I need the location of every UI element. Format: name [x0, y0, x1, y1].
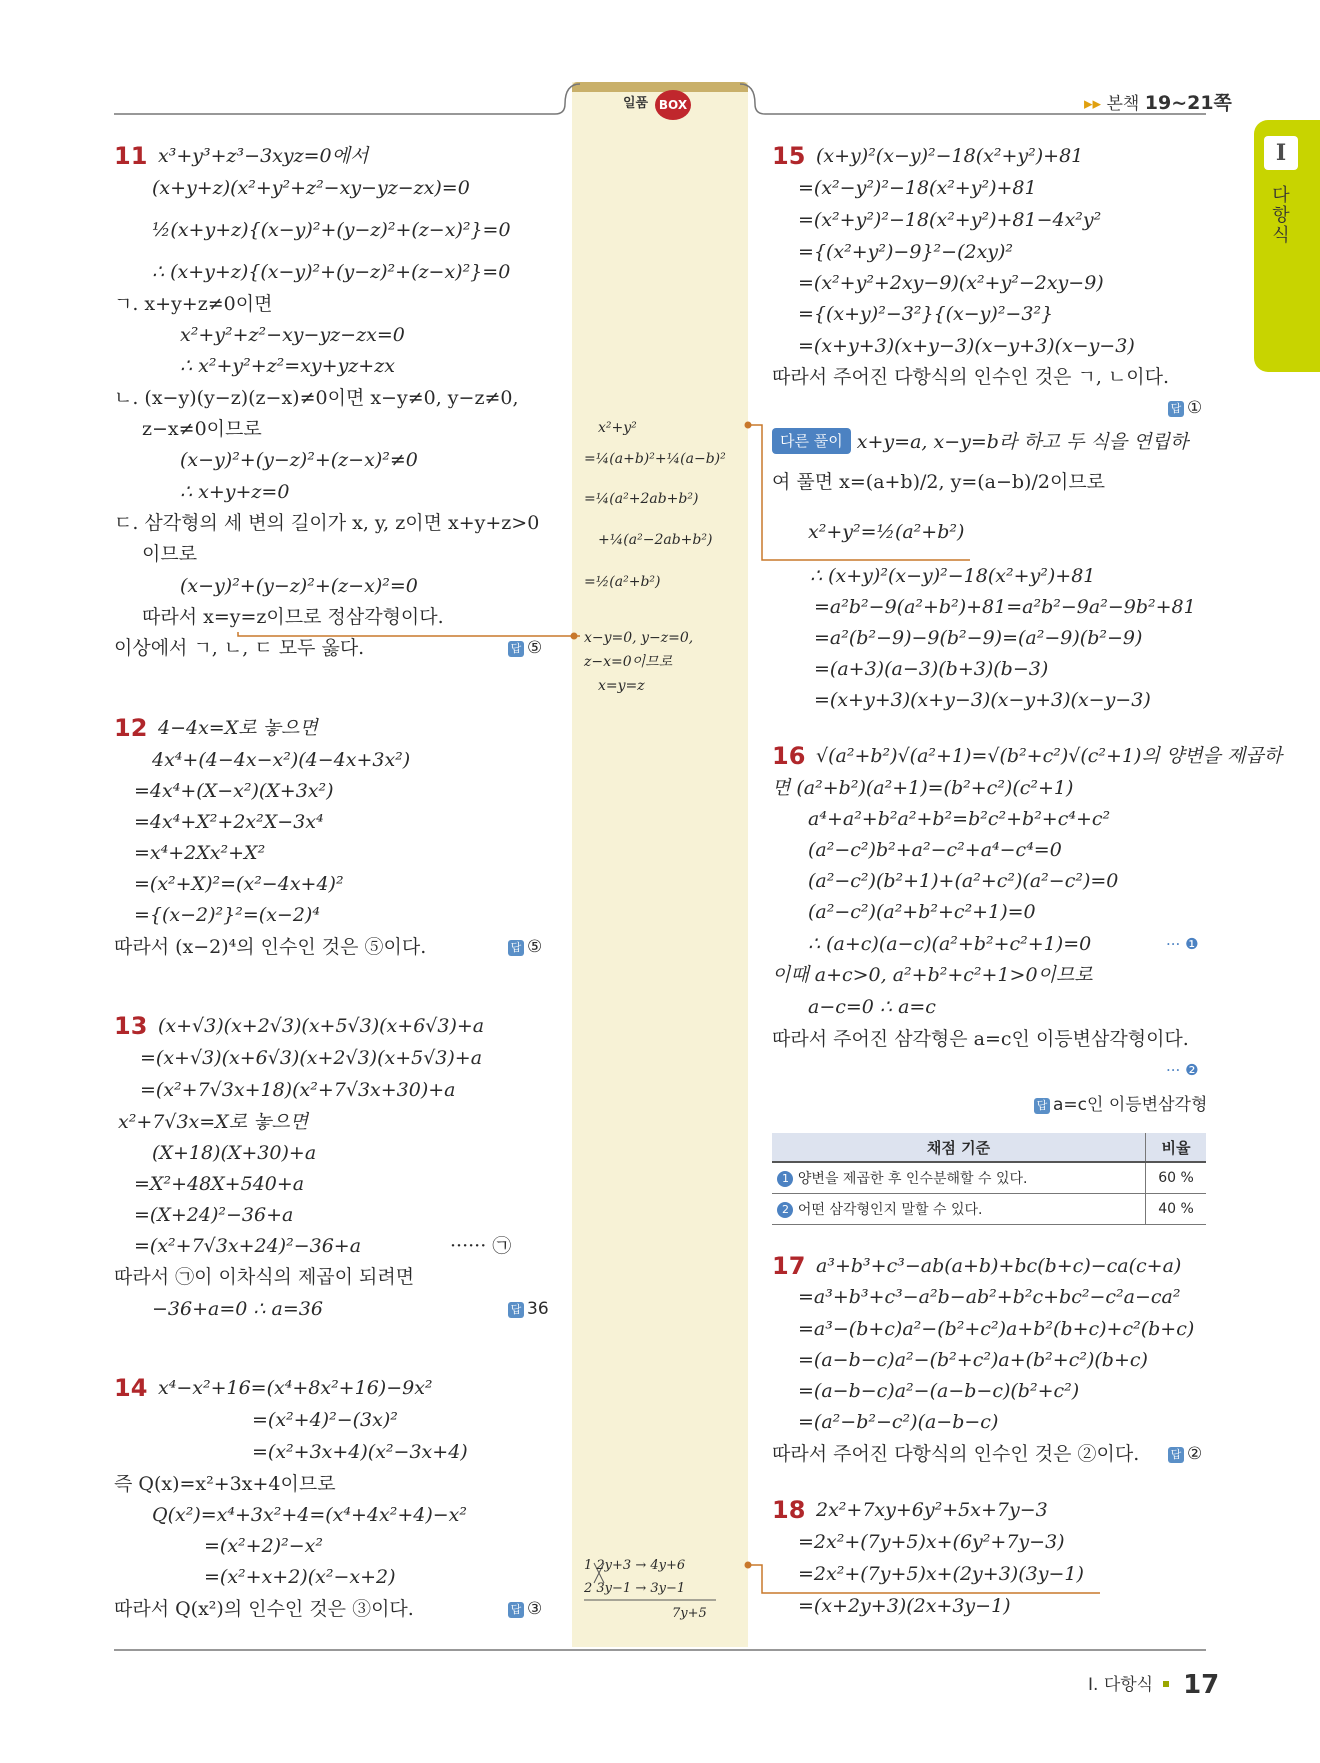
- p14-line: 즉 Q(x)=x²+3x+4이므로: [114, 1473, 336, 1495]
- p13-line: =(x+√3)(x+6√3)(x+2√3)(x+5√3)+a: [140, 1047, 483, 1069]
- p11-line: ∴ x²+y²+z²=xy+yz+zx: [180, 355, 395, 377]
- p11-line: (x−y)²+(y−z)²+(z−x)²≠0: [180, 449, 418, 471]
- p15-alt-line: 여 풀면 x=(a+b)/2, y=(a−b)/2이므로: [772, 471, 1106, 493]
- footer-square-icon: [1163, 1681, 1169, 1687]
- p13-line: (x+√3)(x+2√3)(x+5√3)(x+6√3)+a: [158, 1015, 485, 1037]
- p13-line: =(x²+7√3x+24)²−36+a: [134, 1235, 362, 1257]
- p15-alt-line: =(a+3)(a−3)(b+3)(b−3): [814, 658, 1049, 680]
- p15-line: (x+y)²(x−y)²−18(x²+y²)+81: [816, 145, 1084, 167]
- mid-note-line: 7y+5: [672, 1606, 707, 1621]
- p17-line: a³+b³+c³−ab(a+b)+bc(b+c)−ca(c+a): [816, 1255, 1182, 1277]
- p11-line: 이므로: [142, 543, 198, 565]
- answer-tag-icon: 답: [508, 1602, 524, 1618]
- p12-line: =(x²+X)²=(x²−4x+4)²: [134, 873, 344, 895]
- grading-table: [772, 1133, 1206, 1225]
- p13-answer: 답 36: [508, 1299, 549, 1319]
- p15-line: 따라서 주어진 다항식의 인수인 것은 ㄱ, ㄴ이다.: [772, 366, 1170, 388]
- grading-ratio: 60 %: [1146, 1162, 1207, 1194]
- p17-answer: 답 ②: [1168, 1444, 1202, 1464]
- p11-line: ½(x+y+z){(x−y)²+(y−z)²+(z−x)²}=0: [152, 219, 511, 241]
- box-label: 일품: [623, 96, 649, 111]
- problem-number-17: 17: [772, 1252, 806, 1280]
- grading-criteria: 1 양변을 제곱한 후 인수분해할 수 있다.: [772, 1162, 1146, 1194]
- answer-tag-icon: 답: [1168, 401, 1184, 417]
- p16-line: 따라서 주어진 삼각형은 a=c인 이등변삼각형이다.: [772, 1028, 1189, 1050]
- p16-line: a−c=0 ∴ a=c: [808, 996, 936, 1018]
- p11-line: (x−y)²+(y−z)²+(z−x)²=0: [180, 575, 418, 597]
- grading-header-criteria: 채점 기준: [772, 1133, 1146, 1162]
- mid-note-line: +¼(a²−2ab+b²): [598, 532, 713, 548]
- p18-line: =2x²+(7y+5)x+(6y²+7y−3): [798, 1531, 1065, 1553]
- p16-step1: ··· ❶: [1166, 935, 1199, 953]
- answer-tag-icon: 답: [1034, 1098, 1050, 1114]
- p16-step2: ··· ❷: [1166, 1061, 1199, 1079]
- p14-line: 따라서 Q(x²)의 인수인 것은 ③이다.: [114, 1598, 414, 1620]
- p15-line: ={(x+y)²−3²}{(x−y)²−3²}: [798, 303, 1054, 325]
- grading-criteria: 2 어떤 삼각형인지 말할 수 있다.: [772, 1194, 1146, 1225]
- p15-alt-line: =(x+y+3)(x+y−3)(x−y+3)(x−y−3): [814, 689, 1151, 711]
- page-footer: [1088, 1670, 1219, 1700]
- p15-alt-line: =a²b²−9(a²+b²)+81=a²b²−9a²−9b²+81: [814, 596, 1196, 618]
- page-reference: ▸▸ 본책 19~21쪽: [1084, 92, 1232, 114]
- answer-tag-icon: 답: [508, 641, 524, 657]
- p11-line: ㄱ. x+y+z≠0이면: [114, 293, 273, 315]
- p16-line: √(a²+b²)√(a²+1)=√(b²+c²)√(c²+1)의 양변을 제곱하: [816, 745, 1283, 767]
- problem-number-16: 16: [772, 742, 806, 770]
- p15-line: =(x²+y²+2xy−9)(x²+y²−2xy−9): [798, 272, 1104, 294]
- p11-answer: 답 ⑤: [508, 638, 542, 658]
- page-number: 17: [1183, 1670, 1220, 1700]
- p13-line: (X+18)(X+30)+a: [152, 1142, 317, 1164]
- p14-line: x⁴−x²+16=(x⁴+8x²+16)−9x²: [158, 1377, 433, 1399]
- p16-line: (a²−c²)b²+a²−c²+a⁴−c⁴=0: [808, 839, 1062, 861]
- p13-line: =X²+48X+540+a: [134, 1173, 305, 1195]
- p11-line: 이상에서 ㄱ, ㄴ, ㄷ 모두 옳다.: [114, 637, 365, 659]
- p16-line: (a²−c²)(a²+b²+c²+1)=0: [808, 901, 1036, 923]
- p17-line: =(a²−b²−c²)(a−b−c): [798, 1411, 999, 1433]
- p12-line: 따라서 (x−2)⁴의 인수인 것은 ⑤이다.: [114, 936, 427, 958]
- p12-line: 4x⁴+(4−4x−x²)(4−4x+3x²): [152, 749, 411, 771]
- mid-note-line: x²+y²: [598, 420, 637, 436]
- mid-note-line: 1 2y+3 → 4y+6: [584, 1558, 686, 1573]
- p15-line: =(x²−y²)²−18(x²+y²)+81: [798, 177, 1037, 199]
- p14-line: Q(x²)=x⁴+3x²+4=(x⁴+4x²+4)−x²: [152, 1504, 468, 1526]
- p14-line: =(x²+4)²−(3x)²: [252, 1409, 398, 1431]
- p18-line: 2x²+7xy+6y²+5x+7y−3: [816, 1499, 1048, 1521]
- p14-line: =(x²+3x+4)(x²−3x+4): [252, 1441, 468, 1463]
- p17-line: =a³−(b+c)a²−(b²+c²)a+b²(b+c)+c²(b+c): [798, 1318, 1195, 1340]
- grading-header-ratio: 비율: [1146, 1133, 1207, 1162]
- p11-line: x³+y³+z³−3xyz=0에서: [158, 145, 369, 167]
- problem-number-11: 11: [114, 142, 148, 170]
- p18-line: =2x²+(7y+5)x+(2y+3)(3y−1): [798, 1563, 1084, 1585]
- p11-line: x²+y²+z²−xy−yz−zx=0: [180, 324, 405, 346]
- p16-line: ∴ (a+c)(a−c)(a²+b²+c²+1)=0: [808, 933, 1092, 955]
- mid-note-line: 2 3y−1 → 3y−1: [584, 1581, 686, 1596]
- p17-line: =a³+b³+c³−a²b−ab²+b²c+bc²−c²a−ca²: [798, 1286, 1181, 1308]
- p17-line: 따라서 주어진 다항식의 인수인 것은 ②이다.: [772, 1443, 1140, 1465]
- answer-tag-icon: 답: [508, 1302, 524, 1318]
- p13-line: −36+a=0 ∴ a=36: [152, 1298, 323, 1320]
- p12-line: =x⁴+2Xx²+X²: [134, 842, 266, 864]
- p18-line: =(x+2y+3)(2x+3y−1): [798, 1595, 1011, 1617]
- p15-alt-line: =a²(b²−9)−9(b²−9)=(a²−9)(b²−9): [814, 627, 1143, 649]
- mid-note-line: =½(a²+b²): [584, 574, 661, 590]
- mid-note-line: x=y=z: [598, 678, 645, 694]
- p15-answer: 답 ①: [1168, 398, 1202, 418]
- p11-line: ㄷ. 삼각형의 세 변의 길이가 x, y, z이면 x+y+z>0: [114, 512, 540, 534]
- p12-line: 4−4x=X로 놓으면: [158, 717, 318, 739]
- grading-ratio: 40 %: [1146, 1194, 1207, 1225]
- p11-line: 따라서 x=y=z이므로 정삼각형이다.: [142, 606, 444, 628]
- p15-line: =(x²+y²)²−18(x²+y²)+81−4x²y²: [798, 209, 1102, 231]
- p13-line: x²+7√3x=X로 놓으면: [118, 1111, 309, 1133]
- p15-alt-first: 다른 풀이 x+y=a, x−y=b라 하고 두 식을 연립하: [772, 428, 1188, 454]
- alt-solution-badge: 다른 풀이: [772, 428, 851, 454]
- footer-section: I. 다항식: [1088, 1675, 1154, 1695]
- p11-line: (x+y+z)(x²+y²+z²−xy−yz−zx)=0: [152, 177, 470, 199]
- p16-line: a⁴+a²+b²a²+b²=b²c²+b²+c⁴+c²: [808, 808, 1111, 830]
- p11-line: ㄴ. (x−y)(y−z)(z−x)≠0이면 x−y≠0, y−z≠0,: [114, 387, 519, 409]
- p15-line: =(x+y+3)(x+y−3)(x−y+3)(x−y−3): [798, 335, 1135, 357]
- mid-note-line: =¼(a+b)²+¼(a−b)²: [584, 451, 726, 467]
- p16-line: 면 (a²+b²)(a²+1)=(b²+c²)(c²+1): [772, 777, 1074, 799]
- box-badge: BOX: [655, 90, 691, 120]
- problem-number-13: 13: [114, 1012, 148, 1040]
- mid-note-line: x−y=0, y−z=0,: [584, 630, 694, 646]
- p11-line: z−x≠0이므로: [142, 418, 262, 440]
- mid-note-line: z−x=0이므로: [584, 654, 673, 670]
- p16-line: 이때 a+c>0, a²+b²+c²+1>0이므로: [772, 964, 1093, 986]
- problem-number-15: 15: [772, 142, 806, 170]
- p16-line: (a²−c²)(b²+1)+(a²+c²)(a²−c²)=0: [808, 870, 1119, 892]
- p13-line: =(x²+7√3x+18)(x²+7√3x+30)+a: [140, 1079, 456, 1101]
- p12-line: =4x⁴+(X−x²)(X+3x²): [134, 780, 334, 802]
- answer-tag-icon: 답: [1168, 1447, 1184, 1463]
- p14-answer: 답 ③: [508, 1599, 542, 1619]
- step-two-icon: 2: [777, 1202, 793, 1218]
- problem-number-14: 14: [114, 1374, 148, 1402]
- p13-marker: ······ ㉠: [450, 1235, 512, 1257]
- p16-answer: 답 a=c인 이등변삼각형: [1034, 1090, 1207, 1115]
- p17-line: =(a−b−c)a²−(b²+c²)a+(b²+c²)(b+c): [798, 1349, 1148, 1371]
- answer-tag-icon: 답: [508, 940, 524, 956]
- p14-line: =(x²+x+2)(x²−x+2): [204, 1566, 396, 1588]
- chapter-name: 다항식: [1272, 185, 1290, 246]
- p13-line: =(X+24)²−36+a: [134, 1204, 294, 1226]
- p11-line: ∴ (x+y+z){(x−y)²+(y−z)²+(z−x)²}=0: [152, 261, 511, 283]
- p15-line: ={(x²+y²)−9}²−(2xy)²: [798, 241, 1014, 263]
- chapter-numeral: I: [1264, 136, 1298, 170]
- mid-note-line: =¼(a²+2ab+b²): [584, 491, 699, 507]
- p15-alt-line: x²+y²=½(a²+b²): [808, 521, 965, 543]
- p13-line: 따라서 ㉠이 이차식의 제곱이 되려면: [114, 1266, 415, 1288]
- p12-answer: 답 ⑤: [508, 937, 542, 957]
- table-row: [772, 1194, 1206, 1225]
- table-row: [772, 1162, 1206, 1194]
- p15-alt-line: ∴ (x+y)²(x−y)²−18(x²+y²)+81: [810, 565, 1096, 587]
- problem-number-12: 12: [114, 714, 148, 742]
- p12-line: =4x⁴+X²+2x²X−3x⁴: [134, 811, 324, 833]
- p12-line: ={(x−2)²}²=(x−2)⁴: [134, 904, 320, 926]
- problem-number-18: 18: [772, 1496, 806, 1524]
- step-one-icon: 1: [777, 1171, 793, 1187]
- p14-line: =(x²+2)²−x²: [204, 1535, 323, 1557]
- p17-line: =(a−b−c)a²−(a−b−c)(b²+c²): [798, 1380, 1080, 1402]
- p11-line: ∴ x+y+z=0: [180, 481, 290, 503]
